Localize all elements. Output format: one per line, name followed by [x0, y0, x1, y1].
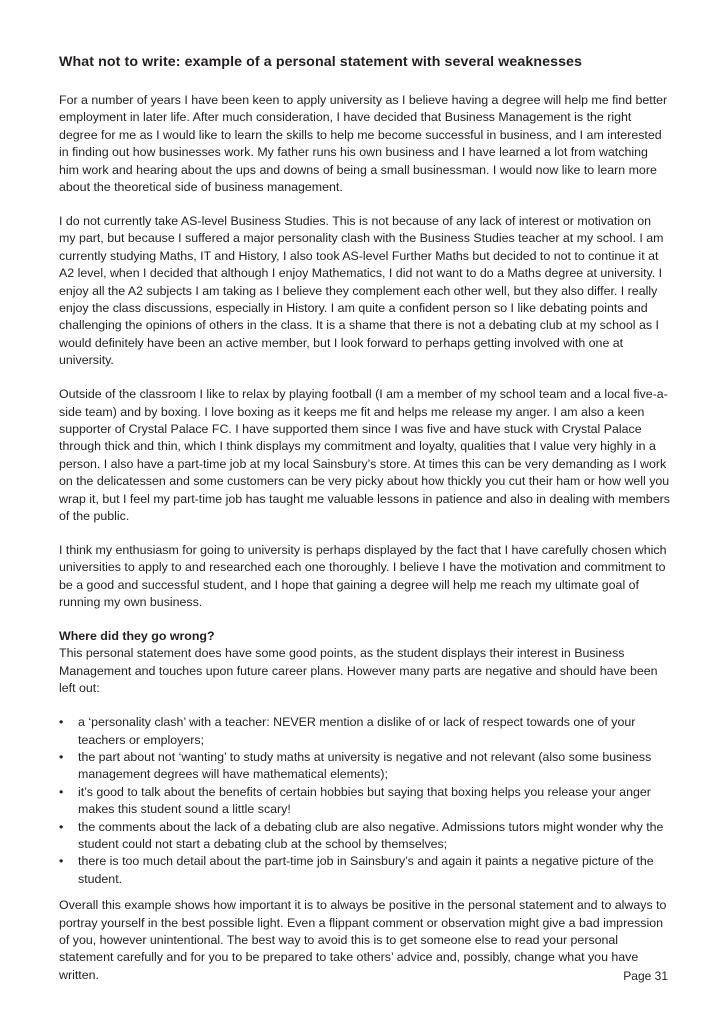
bullet-icon: •: [59, 749, 64, 764]
list-item: [59, 749, 671, 784]
list-item-text: it’s good to talk about the benefits of certain hobbies but saying that boxing helps you release your anger makes this student sound a little scary!: [78, 784, 651, 817]
bullet-icon: •: [59, 715, 64, 730]
statement-paragraph-2: I do not currently take AS-level Business Studies. This is not because of any lack of interest or motivation on my part, but because I suffered a major personality clash with the Business Studies teacher at my school. I am currently studying Maths, IT and History, I also took AS-level Further Maths but decided to not to continue it at A2 level, when I decided that although I enjoy Mathematics, I did not want to do a Maths degree at university. I enjoy all the A2 subjects I am taking as I believe they complement each other well, but they also differ. I really enjoy the class discussions, especially in History. I am quite a confident person so I like debating points and challenging the opinions of others in the class. It is a shame that there is not a debating club at my school as I would definitely have been an active member, but I look forward to perhaps getting involved with one at university.: [59, 213, 664, 368]
bullet-icon: •: [59, 854, 64, 869]
list-item: [59, 714, 671, 749]
document-page: [59, 52, 671, 1001]
statement-paragraph-3: Outside of the classroom I like to relax by playing football (I am a member of my school team and a local five-a-side team) and by boxing. I love boxing as it keeps me fit and helps me release my anger. I am also a keen supporter of Crystal Palace FC. I have supported them since I was five and have stuck with Crystal Palace through thick and thin, which I think displays my commitment and loyalty, qualities that I value very highly in a person. I also have a part-time job at my local Sainsbury’s store. At times this can be very demanding as I work on the delicatessen and some customers can be very picky about how thickly you cut their ham or how well you wrap it, but I feel my part-time job has taught me valuable lessons in patience and also in dealing with members of the public.: [59, 387, 670, 523]
bullet-icon: •: [59, 819, 64, 834]
list-item-text: a ‘personality clash’ with a teacher: NEVER mention a dislike of or lack of respect towards one of your teachers or employers;: [78, 715, 636, 747]
analysis-intro: This personal statement does have some good points, as the student displays their interest in Business Management and touches upon future career plans. However many parts are negative and should have been left out:: [59, 646, 658, 696]
analysis-heading: Where did they go wrong?: [59, 628, 215, 643]
bullet-icon: •: [59, 784, 64, 799]
list-item-text: there is too much detail about the part-time job in Sainsbury’s and again it paints a negative picture of the student.: [78, 854, 654, 886]
page-title: What not to write: example of a personal statement with several weaknesses: [59, 54, 583, 70]
list-item-text: the part about not ‘wanting’ to study maths at university is negative and not relevant (also some business management degrees will have mathematical elements);: [78, 749, 652, 782]
page-number: Page 31: [623, 969, 668, 983]
statement-paragraph-1: For a number of years I have been keen to apply university as I believe having a degree will help me find better employment in later life. After much consideration, I have decided that Business Management is the right degree for me as I would like to learn the skills to help me become successful in business, and I am interested in finding out how businesses work. My father runs his own business and I have learned a lot from watching him work and hearing about the ups and downs of being a small businessman. I would now like to learn more about the theoretical side of business management.: [59, 93, 668, 195]
statement-paragraph-4: I think my enthusiasm for going to university is perhaps displayed by the fact that I have carefully chosen which universities to apply to and researched each one thoroughly. I believe I have the motivation and commitment to be a good and successful student, and I hope that gaining a degree will help me reach my ultimate goal of running my own business.: [59, 542, 667, 610]
weakness-list: [59, 714, 671, 888]
list-item: [59, 784, 671, 819]
list-item: [59, 853, 671, 888]
list-item: [59, 819, 671, 854]
list-item-text: the comments about the lack of a debating club are also negative. Admissions tutors might wonder why the student could not start a debating club at the school by themselves;: [78, 819, 664, 851]
conclusion-paragraph: Overall this example shows how important it is to always be positive in the personal statement and to always to portray yourself in the best possible light. Even a flippant comment or observation might give a bad impression of you, however unintentional. The best way to avoid this is to get someone else to read your personal statement carefully and for you to be prepared to take others’ advice and, possibly, change what you have written.: [59, 898, 667, 982]
